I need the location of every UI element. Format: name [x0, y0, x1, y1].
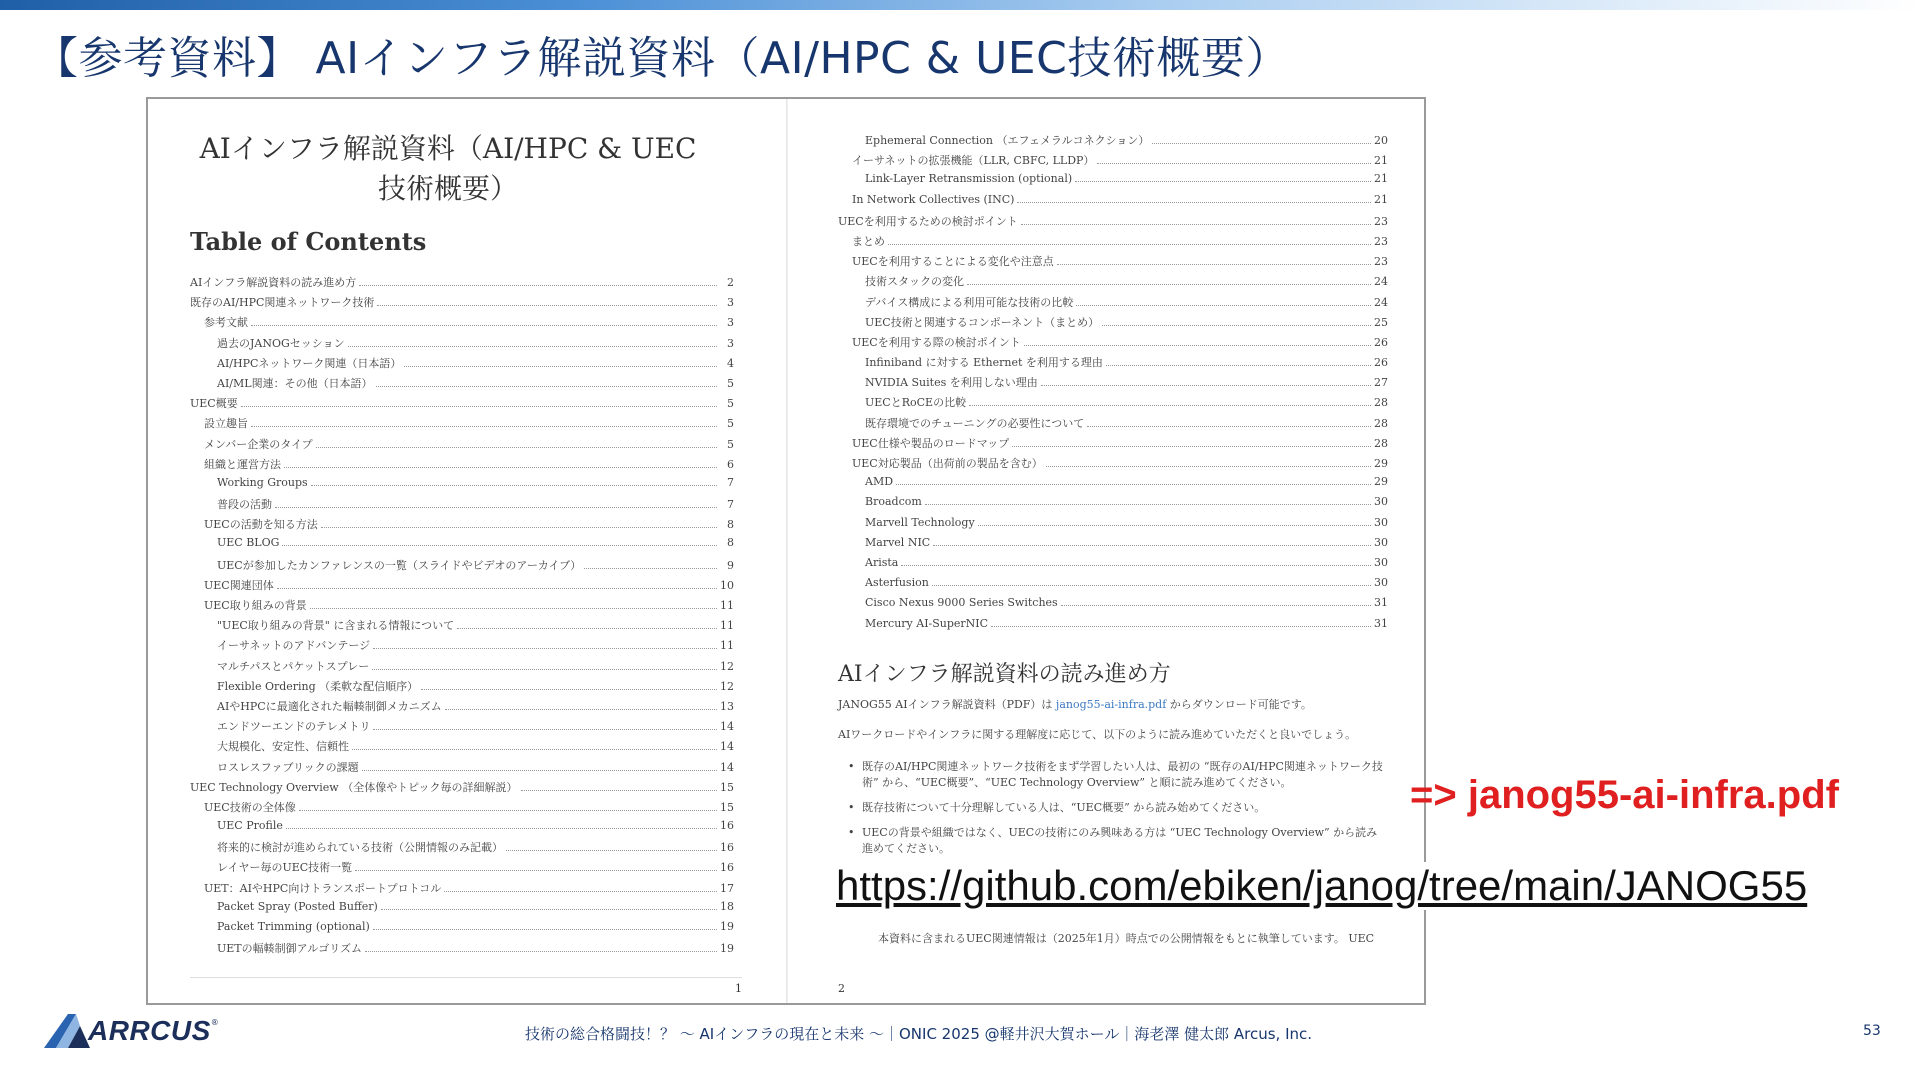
- toc-entry-title: 既存環境でのチューニングの必要性について: [865, 416, 1085, 430]
- toc-leader-dots: [241, 406, 717, 407]
- toc-entry-page: 25: [1374, 315, 1388, 329]
- toc-entry-title: 技術スタックの変化: [865, 275, 964, 289]
- toc-leader-dots: [1102, 325, 1371, 326]
- toc-entry[interactable]: [838, 132, 1388, 152]
- toc-leader-dots: [373, 929, 717, 930]
- toc-entry-page: 26: [1374, 356, 1388, 370]
- toc-leader-dots: [310, 608, 717, 609]
- toc-entry-title: Asterfusion: [865, 576, 929, 590]
- toc-entry-title: まとめ: [852, 234, 885, 248]
- toc-entry[interactable]: [190, 436, 734, 456]
- toc-leader-dots: [373, 648, 717, 649]
- toc-leader-dots: [1041, 385, 1371, 386]
- toc-entry-title: "UEC取り組みの背景" に含まれる情報について: [217, 619, 455, 633]
- toc-entry[interactable]: [190, 617, 734, 637]
- toc-entry[interactable]: [838, 455, 1388, 475]
- toc-entry-page: 3: [727, 336, 734, 350]
- list-item: • 既存技術について十分理解している人は、“UEC概要” から読み始めてください。: [848, 800, 1388, 816]
- toc-entry-title: UECを利用する際の検討ポイント: [852, 335, 1021, 349]
- download-link[interactable]: janog55-ai-infra.pdf: [1055, 698, 1167, 711]
- toc-entry[interactable]: [838, 475, 1388, 495]
- toc-leader-dots: [444, 891, 717, 892]
- toc-leader-dots: [404, 366, 717, 367]
- toc-leader-dots: [967, 284, 1371, 285]
- toc-leader-dots: [275, 507, 717, 508]
- toc-entry[interactable]: [190, 557, 734, 577]
- toc-leader-dots: [901, 565, 1371, 566]
- toc-entry-title: 大規模化、安定性、信頼性: [217, 740, 349, 754]
- toc-leader-dots: [925, 504, 1371, 505]
- arrcus-logo-mark-icon: [42, 1012, 94, 1050]
- toc-entry[interactable]: [838, 314, 1388, 334]
- toc-entry[interactable]: [838, 536, 1388, 556]
- toc-entry-title: UEC概要: [190, 397, 238, 411]
- reading-guide-list: [848, 759, 1388, 866]
- toc-entry[interactable]: [190, 759, 734, 779]
- page-footer-rule: [190, 977, 742, 978]
- toc-entry-page: 21: [1374, 154, 1388, 168]
- toc-entry-title: AI/HPCネットワーク関連（日本語）: [217, 356, 402, 370]
- toc-leader-dots: [1017, 202, 1371, 203]
- download-paragraph: [838, 697, 1388, 713]
- toc-leader-dots: [933, 545, 1371, 546]
- list-item: • 既存のAI/HPC関連ネットワーク技術をまず学習したい人は、最初の “既存のAI/HPC関連ネットワーク技術” から、“UEC概要”、“UEC Technology Overview” と順に読み進めてください。: [848, 759, 1388, 791]
- toc-entry[interactable]: [190, 859, 734, 879]
- toc-leader-dots: [1087, 426, 1371, 427]
- toc-entry-page: 30: [1374, 576, 1388, 590]
- toc-leader-dots: [445, 709, 717, 710]
- toc-entry-page: 14: [720, 760, 734, 774]
- toc-entry[interactable]: [838, 435, 1388, 455]
- toc-leader-dots: [1061, 605, 1371, 606]
- toc-entry-page: 15: [720, 780, 734, 794]
- toc-entry-page: 16: [720, 861, 734, 875]
- toc-entry-page: 9: [727, 558, 734, 572]
- toc-entry[interactable]: [190, 658, 734, 678]
- toc-entry[interactable]: [190, 496, 734, 516]
- toc-entry-page: 24: [1374, 275, 1388, 289]
- toc-entry[interactable]: [190, 335, 734, 355]
- toc-entry[interactable]: [838, 172, 1388, 192]
- toc-entry-page: 12: [720, 679, 734, 693]
- toc-entry-page: 28: [1374, 436, 1388, 450]
- toc-entry[interactable]: [838, 193, 1388, 213]
- toc-entry-page: 16: [720, 819, 734, 833]
- toc-leader-dots: [284, 467, 717, 468]
- toc-entry-title: In Network Collectives (INC): [852, 192, 1015, 206]
- toc-entry[interactable]: [190, 900, 734, 920]
- toc-entry-title: AIやHPCに最適化された輻輳制御メカニズム: [217, 699, 442, 713]
- toc-entry-title: Broadcom: [865, 495, 922, 509]
- toc-entry[interactable]: [838, 374, 1388, 394]
- document-title: AIインフラ解説資料（AI/HPC & UEC技術概要）: [199, 132, 697, 205]
- footnote-paragraph: 本資料に含まれるUEC関連情報は（2025年1月）時点での公開情報をもとに執筆しています。 UEC: [878, 932, 1375, 945]
- toc-entry-title: Marvel NIC: [865, 535, 931, 549]
- toc-entry-page: 23: [1374, 255, 1388, 269]
- section-heading: AIインフラ解説資料の読み進め方: [838, 662, 1171, 687]
- toc-entry-page: 26: [1374, 335, 1388, 349]
- toc-entry-page: 18: [720, 899, 734, 913]
- toc-entry-title: UEC対応製品（出荷前の製品を含む）: [852, 457, 1043, 470]
- toc-leader-dots: [1075, 181, 1371, 182]
- toc-entry[interactable]: [190, 355, 734, 375]
- toc-entry-title: UECを利用することによる変化や注意点: [852, 255, 1054, 269]
- toc-entry-title: UEC関連団体: [204, 578, 274, 592]
- document-page-1: [148, 99, 788, 1003]
- toc-entry-title: 参考文献: [204, 316, 248, 330]
- toc-leader-dots: [251, 426, 717, 427]
- toc-entry-title: Mercury AI-SuperNIC: [865, 616, 989, 630]
- toc-entry-title: Working Groups: [217, 475, 308, 489]
- toc-entry-title: UEC Profile: [217, 819, 283, 833]
- toc-leader-dots: [377, 305, 717, 306]
- toc-entry[interactable]: [838, 495, 1388, 515]
- toc-entry[interactable]: [190, 456, 734, 476]
- toc-leader-dots: [584, 568, 717, 569]
- slide-number: 53: [1863, 1023, 1881, 1039]
- toc-entry-page: 5: [727, 417, 734, 431]
- toc-entry-page: 10: [720, 578, 734, 592]
- toc-entry-page: 31: [1374, 596, 1388, 610]
- toc-entry-page: 5: [727, 437, 734, 451]
- toc-entry[interactable]: [190, 799, 734, 819]
- toc-entry[interactable]: [190, 920, 734, 940]
- toc-entry-page: 28: [1374, 416, 1388, 430]
- toc-entry[interactable]: [838, 273, 1388, 293]
- toc-entry-title: AMD: [865, 475, 894, 489]
- toc-entry-page: 15: [720, 800, 734, 814]
- toc-heading: Table of Contents: [190, 227, 427, 256]
- toc-entry-title: 設立趣旨: [204, 417, 248, 431]
- toc-leader-dots: [311, 485, 717, 486]
- reading-guide-paragraph: AIワークロードやインフラに関する理解度に応じて、以下のように読み進めていただくと良いでしょう。: [838, 728, 1357, 741]
- pdf-filename-callout: => janog55-ai-infra.pdf: [1410, 773, 1839, 817]
- toc-leader-dots: [1021, 224, 1371, 225]
- toc-entry-title: デバイス構成による利用可能な技術の比較: [865, 295, 1074, 309]
- toc-leader-dots: [359, 285, 717, 286]
- toc-entry-title: Packet Spray (Posted Buffer): [217, 899, 378, 913]
- toc-entry[interactable]: [838, 576, 1388, 596]
- toc-entry[interactable]: [190, 738, 734, 758]
- toc-leader-dots: [991, 626, 1371, 627]
- toc-entry-page: 20: [1374, 134, 1388, 147]
- toc-entry[interactable]: [190, 577, 734, 597]
- toc-leader-dots: [286, 828, 717, 829]
- toc-entry-title: レイヤー毎のUEC技術一覧: [217, 861, 353, 875]
- toc-entry[interactable]: [190, 415, 734, 435]
- toc-entry[interactable]: [190, 314, 734, 334]
- toc-leader-dots: [1046, 466, 1371, 467]
- toc-entry[interactable]: [838, 556, 1388, 576]
- toc-leader-dots: [421, 689, 717, 690]
- toc-leader-dots: [316, 447, 717, 448]
- toc-entry-page: 16: [720, 841, 734, 855]
- toc-entry[interactable]: [190, 637, 734, 657]
- toc-entry-title: マルチパスとパケットスプレー: [217, 659, 370, 673]
- toc-leader-dots: [1097, 163, 1371, 164]
- toc-entry[interactable]: [190, 516, 734, 536]
- toc-entry-page: 2: [727, 276, 734, 289]
- toc-leader-dots: [506, 850, 717, 851]
- toc-entry[interactable]: [190, 678, 734, 698]
- toc-entry-page: 11: [720, 599, 734, 612]
- toc-leader-dots: [932, 585, 1371, 586]
- toc-entry[interactable]: [838, 152, 1388, 172]
- toc-entry-title: UECが参加したカンファレンスの一覧（スライドやビデオのアーカイブ）: [217, 558, 582, 572]
- toc-entry-page: 14: [720, 740, 734, 754]
- toc-entry-page: 29: [1374, 457, 1388, 470]
- toc-entry-page: 6: [727, 457, 734, 471]
- toc-entry-title: UEC技術の全体像: [204, 800, 296, 814]
- toc-entry[interactable]: [190, 536, 734, 556]
- toc-leader-dots: [352, 749, 717, 750]
- toc-entry-title: UEC取り組みの背景: [204, 599, 307, 612]
- logo-wordmark: ARRCUS: [88, 1015, 211, 1046]
- toc-entry-page: 23: [1374, 234, 1388, 248]
- toc-entry[interactable]: [190, 597, 734, 617]
- toc-entry-title: UEC仕様や製品のロードマップ: [852, 436, 1010, 450]
- toc-entry[interactable]: [838, 596, 1388, 616]
- toc-leader-dots: [978, 525, 1371, 526]
- toc-entry-title: イーサネットの拡張機能（LLR, CBFC, LLDP）: [852, 154, 1095, 168]
- toc-entry-page: 12: [720, 659, 734, 673]
- toc-entry-title: Arista: [865, 555, 899, 569]
- toc-entry[interactable]: [190, 698, 734, 718]
- toc-entry[interactable]: [838, 394, 1388, 414]
- toc-entry-title: UECとRoCEの比較: [865, 396, 967, 410]
- toc-entry-page: 30: [1374, 495, 1388, 509]
- toc-entry-page: 19: [720, 920, 734, 933]
- toc-entry-title: UET：AIやHPC向けトランスポートプロトコル: [204, 881, 442, 895]
- toc-leader-dots: [355, 870, 717, 871]
- toc-entry-page: 21: [1374, 192, 1388, 206]
- toc-entry-page: 19: [720, 942, 734, 956]
- toc-entry[interactable]: [838, 294, 1388, 314]
- toc-entry[interactable]: [838, 516, 1388, 536]
- toc-entry-page: 17: [720, 881, 734, 895]
- toc-entry[interactable]: [190, 294, 734, 314]
- toc-list-left: [190, 274, 734, 960]
- toc-entry[interactable]: [838, 617, 1388, 637]
- toc-entry[interactable]: [190, 940, 734, 960]
- toc-leader-dots: [299, 810, 717, 811]
- toc-entry-title: Cisco Nexus 9000 Series Switches: [865, 596, 1058, 610]
- toc-entry-title: ロスレスファブリックの課題: [217, 760, 359, 774]
- toc-entry-title: メンバー企業のタイプ: [204, 437, 313, 451]
- toc-entry-title: AI/ML関連：その他（日本語）: [217, 376, 373, 390]
- toc-entry-title: UETの輻輳制御アルゴリズム: [217, 942, 362, 956]
- toc-list-right: [838, 132, 1388, 637]
- toc-leader-dots: [457, 628, 717, 629]
- toc-leader-dots: [1106, 365, 1371, 366]
- page-number: 2: [838, 982, 845, 995]
- toc-leader-dots: [348, 346, 717, 347]
- toc-entry-page: 3: [727, 296, 734, 310]
- toc-leader-dots: [521, 790, 717, 791]
- toc-entry[interactable]: [838, 354, 1388, 374]
- toc-leader-dots: [277, 588, 717, 589]
- toc-entry-title: Marvell Technology: [865, 515, 975, 529]
- toc-entry-title: 既存のAI/HPC関連ネットワーク技術: [190, 296, 375, 310]
- top-accent-bar: [0, 0, 1920, 10]
- toc-entry-page: 11: [720, 619, 734, 633]
- toc-entry-page: 8: [727, 518, 734, 532]
- toc-entry-title: UEC BLOG: [217, 536, 280, 550]
- toc-entry-page: 29: [1374, 475, 1388, 489]
- toc-entry-page: 7: [727, 475, 734, 489]
- toc-leader-dots: [321, 527, 717, 528]
- toc-entry-title: Flexible Ordering （柔軟な配信順序）: [217, 679, 419, 693]
- toc-entry-page: 13: [720, 699, 734, 713]
- toc-entry-page: 23: [1374, 214, 1388, 228]
- toc-entry-title: UECの活動を知る方法: [204, 518, 318, 532]
- toc-entry-title: Packet Trimming (optional): [217, 920, 370, 933]
- toc-entry-title: 過去のJANOGセッション: [217, 336, 345, 350]
- toc-entry-page: 30: [1374, 535, 1388, 549]
- toc-leader-dots: [969, 405, 1371, 406]
- toc-entry-page: 30: [1374, 515, 1388, 529]
- toc-entry-page: 5: [727, 397, 734, 411]
- toc-entry-page: 4: [727, 356, 734, 370]
- toc-entry-page: 24: [1374, 295, 1388, 309]
- toc-entry-title: AIインフラ解説資料の読み進め方: [190, 276, 357, 289]
- toc-leader-dots: [888, 244, 1371, 245]
- toc-entry-page: 31: [1374, 616, 1388, 630]
- toc-entry-title: UEC技術と関連するコンポーネント（まとめ）: [865, 315, 1100, 329]
- download-suffix: からダウンロード可能です。: [1166, 698, 1312, 711]
- toc-entry[interactable]: [190, 476, 734, 496]
- toc-leader-dots: [1057, 264, 1371, 265]
- toc-entry-title: エンドツーエンドのテレメトリ: [217, 720, 371, 734]
- toc-leader-dots: [362, 770, 717, 771]
- arrcus-logo: [42, 1012, 219, 1050]
- toc-entry-page: 5: [727, 376, 734, 390]
- slide-title: 【参考資料】 AIインフラ解説資料（AI/HPC & UEC技術概要）: [34, 33, 1290, 84]
- toc-entry-title: UEC Technology Overview （全体像やトピック毎の詳細解説）: [190, 780, 518, 794]
- toc-entry[interactable]: [190, 839, 734, 859]
- toc-entry-page: 28: [1374, 396, 1388, 410]
- toc-leader-dots: [1076, 305, 1371, 306]
- toc-entry-page: 7: [727, 498, 734, 512]
- github-url-link[interactable]: https://github.com/ebiken/janog/tree/main/JANOG55: [836, 862, 1808, 909]
- list-item: • UECの背景や組織ではなく、UECの技術にのみ興味ある方は “UEC Technology Overview” から読み進めてください。: [848, 825, 1388, 857]
- toc-entry-page: 27: [1374, 376, 1388, 390]
- toc-entry[interactable]: [190, 274, 734, 294]
- toc-entry[interactable]: [838, 253, 1388, 273]
- toc-entry[interactable]: [190, 880, 734, 900]
- toc-entry-page: 8: [727, 536, 734, 550]
- toc-entry-title: イーサネットのアドバンテージ: [217, 639, 371, 653]
- toc-entry-title: 組織と運営方法: [204, 457, 281, 471]
- toc-entry[interactable]: [190, 779, 734, 799]
- toc-entry-page: 14: [720, 720, 734, 734]
- toc-entry[interactable]: [190, 375, 734, 395]
- toc-entry-page: 30: [1374, 555, 1388, 569]
- toc-entry[interactable]: [190, 819, 734, 839]
- logo-trademark: ®: [210, 1018, 219, 1027]
- toc-leader-dots: [372, 669, 717, 670]
- toc-leader-dots: [376, 386, 717, 387]
- toc-entry-title: NVIDIA Suites を利用しない理由: [865, 376, 1038, 390]
- toc-leader-dots: [373, 729, 717, 730]
- page-number: 1: [735, 982, 742, 995]
- toc-entry[interactable]: [838, 334, 1388, 354]
- toc-entry-title: 将来的に検討が進められている技術（公開情報のみ記載）: [217, 841, 503, 855]
- slide-footer: 技術の総合格闘技！？ 〜 AIインフラの現在と未来 〜｜ONIC 2025 @軽井沢大賀ホール｜海老澤 健太郎 Arcus, Inc.: [525, 1025, 1313, 1043]
- toc-entry-title: Ephemeral Connection （エフェメラルコネクション）: [865, 134, 1150, 147]
- toc-entry[interactable]: [838, 415, 1388, 435]
- toc-leader-dots: [1152, 143, 1371, 144]
- toc-entry-page: 3: [727, 316, 734, 330]
- toc-leader-dots: [896, 484, 1371, 485]
- toc-entry[interactable]: [190, 718, 734, 738]
- toc-leader-dots: [1012, 446, 1371, 447]
- toc-leader-dots: [381, 909, 717, 910]
- toc-entry-title: Infiniband に対する Ethernet を利用する理由: [865, 356, 1103, 370]
- toc-entry-page: 21: [1374, 172, 1388, 186]
- toc-leader-dots: [365, 951, 717, 952]
- toc-entry[interactable]: [838, 213, 1388, 233]
- toc-leader-dots: [251, 325, 717, 326]
- toc-entry-page: 11: [720, 639, 734, 653]
- toc-entry-title: Link-Layer Retransmission (optional): [865, 172, 1073, 186]
- toc-entry[interactable]: [838, 233, 1388, 253]
- toc-entry-title: UECを利用するための検討ポイント: [838, 214, 1018, 228]
- download-prefix: JANOG55 AIインフラ解説資料（PDF）は: [838, 698, 1056, 711]
- toc-entry-title: 普段の活動: [217, 498, 272, 512]
- toc-leader-dots: [1024, 345, 1371, 346]
- toc-entry[interactable]: [190, 395, 734, 415]
- toc-leader-dots: [282, 545, 717, 546]
